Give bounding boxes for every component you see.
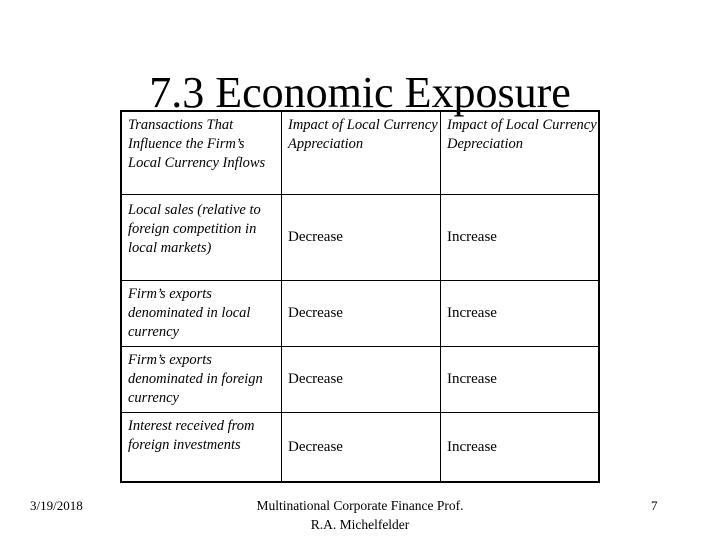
cell-exports-foreign-depreciation: Increase [441, 347, 598, 413]
cell-exports-local-depreciation: Increase [441, 281, 598, 347]
cell-exports-foreign-appreciation: Decrease [282, 347, 441, 413]
footer-date: 3/19/2018 [30, 498, 83, 513]
cell-interest-appreciation: Decrease [282, 413, 441, 481]
page-number: 7 [651, 498, 658, 513]
header-depreciation: Impact of Local Currency Depreciation [441, 112, 598, 195]
row-label-exports-local: Firm’s exports denominated in local currency [122, 281, 282, 347]
header-appreciation: Impact of Local Currency Appreciation [282, 112, 441, 195]
row-label-local-sales: Local sales (relative to foreign competition in local markets) [122, 195, 282, 281]
slide-title: 7.3 Economic Exposure [149, 68, 571, 117]
cell-local-sales-appreciation: Decrease [282, 195, 441, 281]
footer-course-line2: R.A. Michelfelder [310, 517, 410, 532]
row-label-exports-foreign: Firm’s exports denominated in foreign currency [122, 347, 282, 413]
footer-course [200, 496, 520, 534]
cell-local-sales-depreciation: Increase [441, 195, 598, 281]
footer-course-line1: Multinational Corporate Finance Prof. [256, 498, 464, 513]
row-label-interest: Interest received from foreign investments [122, 413, 282, 481]
header-transactions: Transactions That Influence the Firm’s Local Currency Inflows [122, 112, 282, 195]
exposure-table [120, 110, 600, 483]
cell-exports-local-appreciation: Decrease [282, 281, 441, 347]
cell-interest-depreciation: Increase [441, 413, 598, 481]
